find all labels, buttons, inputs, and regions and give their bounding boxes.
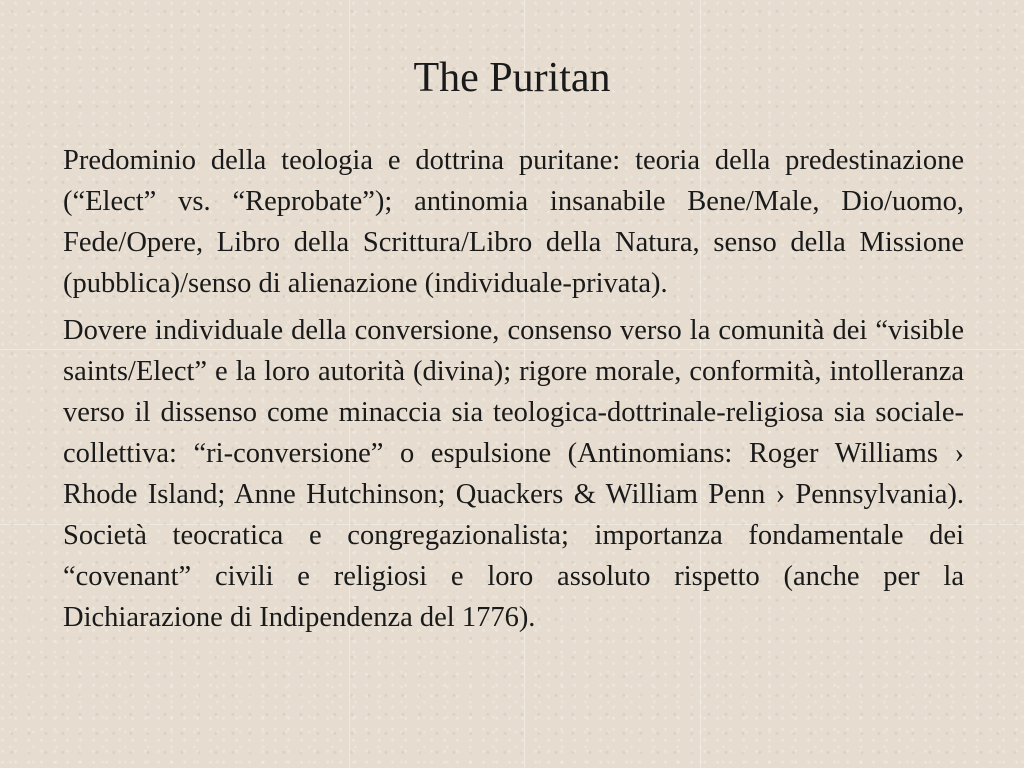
slide-title: The Puritan: [413, 55, 611, 101]
slide-body: [63, 140, 964, 644]
paragraph-conversion: Dovere individuale della conversione, consenso verso la comunità dei “visible saints/Elect” e la loro autorità (divina); rigore morale, conformità, intolleranza verso il dissenso come minaccia sia teologica-dottrinale-religiosa sia sociale-collettiva: “ri-conversione” o espulsione (Antinomians: Roger Williams › Rhode Island; Anne Hutchinson; Quackers & William Penn › Pennsylvania). Società teocratica e congregazionalista; importanza fondamentale dei “covenant” civili e religiosi e loro assoluto rispetto (anche per la Dichiarazione di Indipendenza del 1776).: [63, 315, 964, 633]
paragraph-predestination: Predominio della teologia e dottrina puritane: teoria della predestinazione (“Elect” vs. “Reprobate”); antinomia insanabile Bene/Male, Dio/uomo, Fede/Opere, Libro della Scrittura/Libro della Natura, senso della Missione (pubblica)/senso di alienazione (individuale-privata).: [63, 145, 964, 299]
